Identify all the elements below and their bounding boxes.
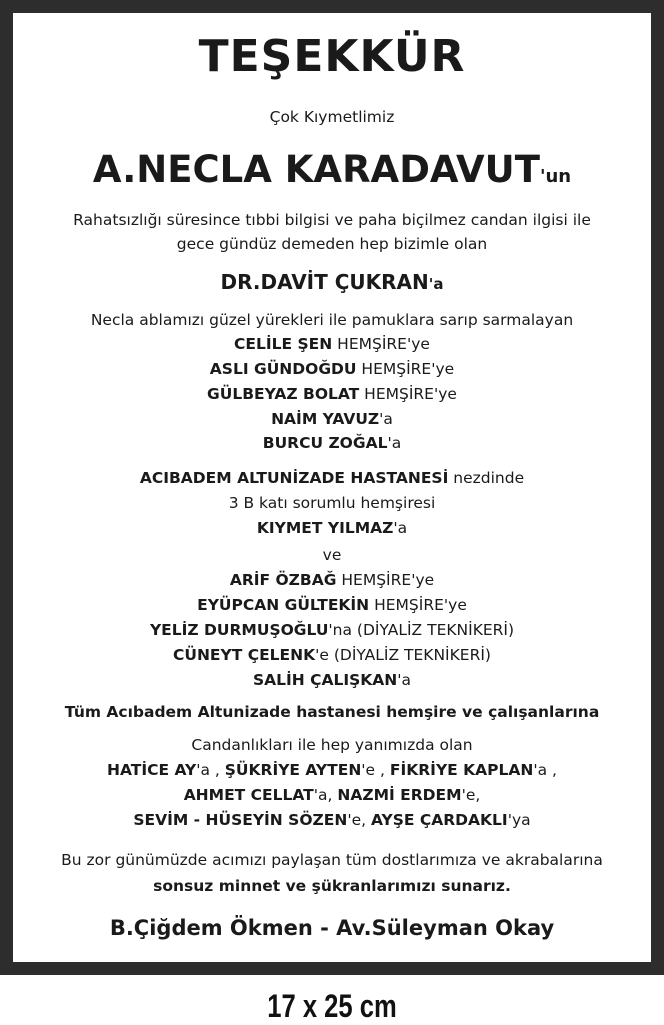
staff-line: [13, 621, 651, 639]
friends-row-2: [13, 786, 651, 804]
size-label: 17 x 25 cm: [267, 988, 397, 1024]
friend-name: AYŞE ÇARDAKLI: [370, 811, 508, 829]
friend-suffix: 'a ,: [196, 761, 225, 779]
intro-text: Çok Kıymetlimiz: [269, 108, 395, 126]
hospital-name: ACIBADEM ALTUNİZADE HASTANESİ: [139, 469, 449, 487]
staff-line: [13, 671, 651, 689]
nurse-name: NAİM YAVUZ: [271, 410, 380, 428]
nurse-line: [13, 385, 651, 403]
nurse-title: 'a: [387, 434, 402, 452]
doctor-name: DR.DAVİT ÇUKRAN: [220, 270, 429, 294]
and-word: ve: [322, 546, 342, 564]
friends-row-1: [13, 761, 651, 779]
staff-title: HEMŞİRE'ye: [369, 596, 467, 614]
staff-title: 'na (DİYALİZ TEKNİKERİ): [328, 621, 515, 639]
staff-title: 'e (DİYALİZ TEKNİKERİ): [315, 646, 491, 664]
staff-title: 'a: [397, 671, 412, 689]
staff-name: ARİF ÖZBAĞ: [229, 571, 337, 589]
friend-name: FİKRİYE KAPLAN: [389, 761, 534, 779]
friend-name: AHMET CELLAT: [183, 786, 314, 804]
closing-line-1: Bu zor günümüzde acımızı paylaşan tüm dostlarımıza ve akrabalarına: [61, 851, 603, 869]
notice-title: TEŞEKKÜR: [198, 31, 466, 82]
friend-suffix: 'a ,: [533, 761, 557, 779]
staff-title: HEMŞİRE'ye: [336, 571, 435, 589]
friend-name: ŞÜKRİYE AYTEN: [224, 761, 362, 779]
closing-line-2: sonsuz minnet ve şükranlarımızı sunarız.: [153, 877, 511, 895]
staff-name: YELİZ DURMUŞOĞLU: [149, 621, 329, 639]
message-line-1: Rahatsızlığı süresince tıbbi bilgisi ve paha biçilmez candan ilgisi ile: [73, 211, 591, 229]
friend-suffix: 'e ,: [361, 761, 390, 779]
notice-panel: [13, 13, 651, 962]
staff-line: [13, 646, 651, 664]
nurse-title: HEMŞİRE'ye: [356, 360, 455, 378]
doctor-line: [13, 270, 651, 294]
deceased-suffix: 'un: [539, 166, 572, 187]
staff-line: [13, 571, 651, 589]
nurse-title: 'a: [379, 410, 393, 428]
doctor-suffix: 'a: [428, 275, 444, 293]
nurse-line: [13, 434, 651, 452]
hospital-rest: nezdinde: [448, 469, 525, 487]
friend-suffix: 'e,: [461, 786, 481, 804]
friends-row-3: [13, 811, 651, 829]
nurse-line: [13, 360, 651, 378]
nurse-title: HEMŞİRE'ye: [359, 385, 457, 403]
friend-name: NAZMİ ERDEM: [337, 786, 462, 804]
staff-name: CÜNEYT ÇELENK: [173, 646, 316, 664]
friend-suffix: 'e,: [347, 811, 371, 829]
deceased-name-line: [13, 148, 651, 191]
head-nurse-name: KIYMET YILMAZ: [256, 519, 394, 537]
friend-name: HATİCE AY: [107, 761, 197, 779]
deceased-name: A.NECLA KARADAVUT: [92, 148, 540, 191]
floor-line: 3 B katı sorumlu hemşiresi: [228, 494, 436, 512]
message-line-3: Necla ablamızı güzel yürekleri ile pamuklara sarıp sarmalayan: [90, 311, 574, 329]
nurse-name: CELİLE ŞEN: [234, 335, 333, 353]
hospital-line: [13, 469, 651, 487]
signature: B.Çiğdem Ökmen - Av.Süleyman Okay: [109, 916, 555, 940]
head-nurse-line: [13, 519, 651, 537]
nurse-title: HEMŞİRE'ye: [332, 335, 430, 353]
message-line-2: gece gündüz demeden hep bizimle olan: [176, 235, 488, 253]
friend-suffix: 'a,: [313, 786, 338, 804]
staff-name: EYÜPCAN GÜLTEKİN: [197, 596, 370, 614]
nurse-line: [13, 410, 651, 428]
head-nurse-rest: 'a: [393, 519, 408, 537]
nurse-name: GÜLBEYAZ BOLAT: [207, 385, 360, 403]
staff-name: SALİH ÇALIŞKAN: [252, 671, 398, 689]
nurse-line: [13, 335, 651, 353]
nurse-name: BURCU ZOĞAL: [262, 434, 388, 452]
staff-line: [13, 596, 651, 614]
nurse-name: ASLI GÜNDOĞDU: [209, 360, 357, 378]
friends-intro: Candanlıkları ile hep yanımızda olan: [191, 736, 473, 754]
friend-name: SEVİM - HÜSEYİN SÖZEN: [133, 811, 348, 829]
friend-suffix: 'ya: [507, 811, 531, 829]
all-staff-line: Tüm Acıbadem Altunizade hastanesi hemşire ve çalışanlarına: [64, 703, 600, 721]
